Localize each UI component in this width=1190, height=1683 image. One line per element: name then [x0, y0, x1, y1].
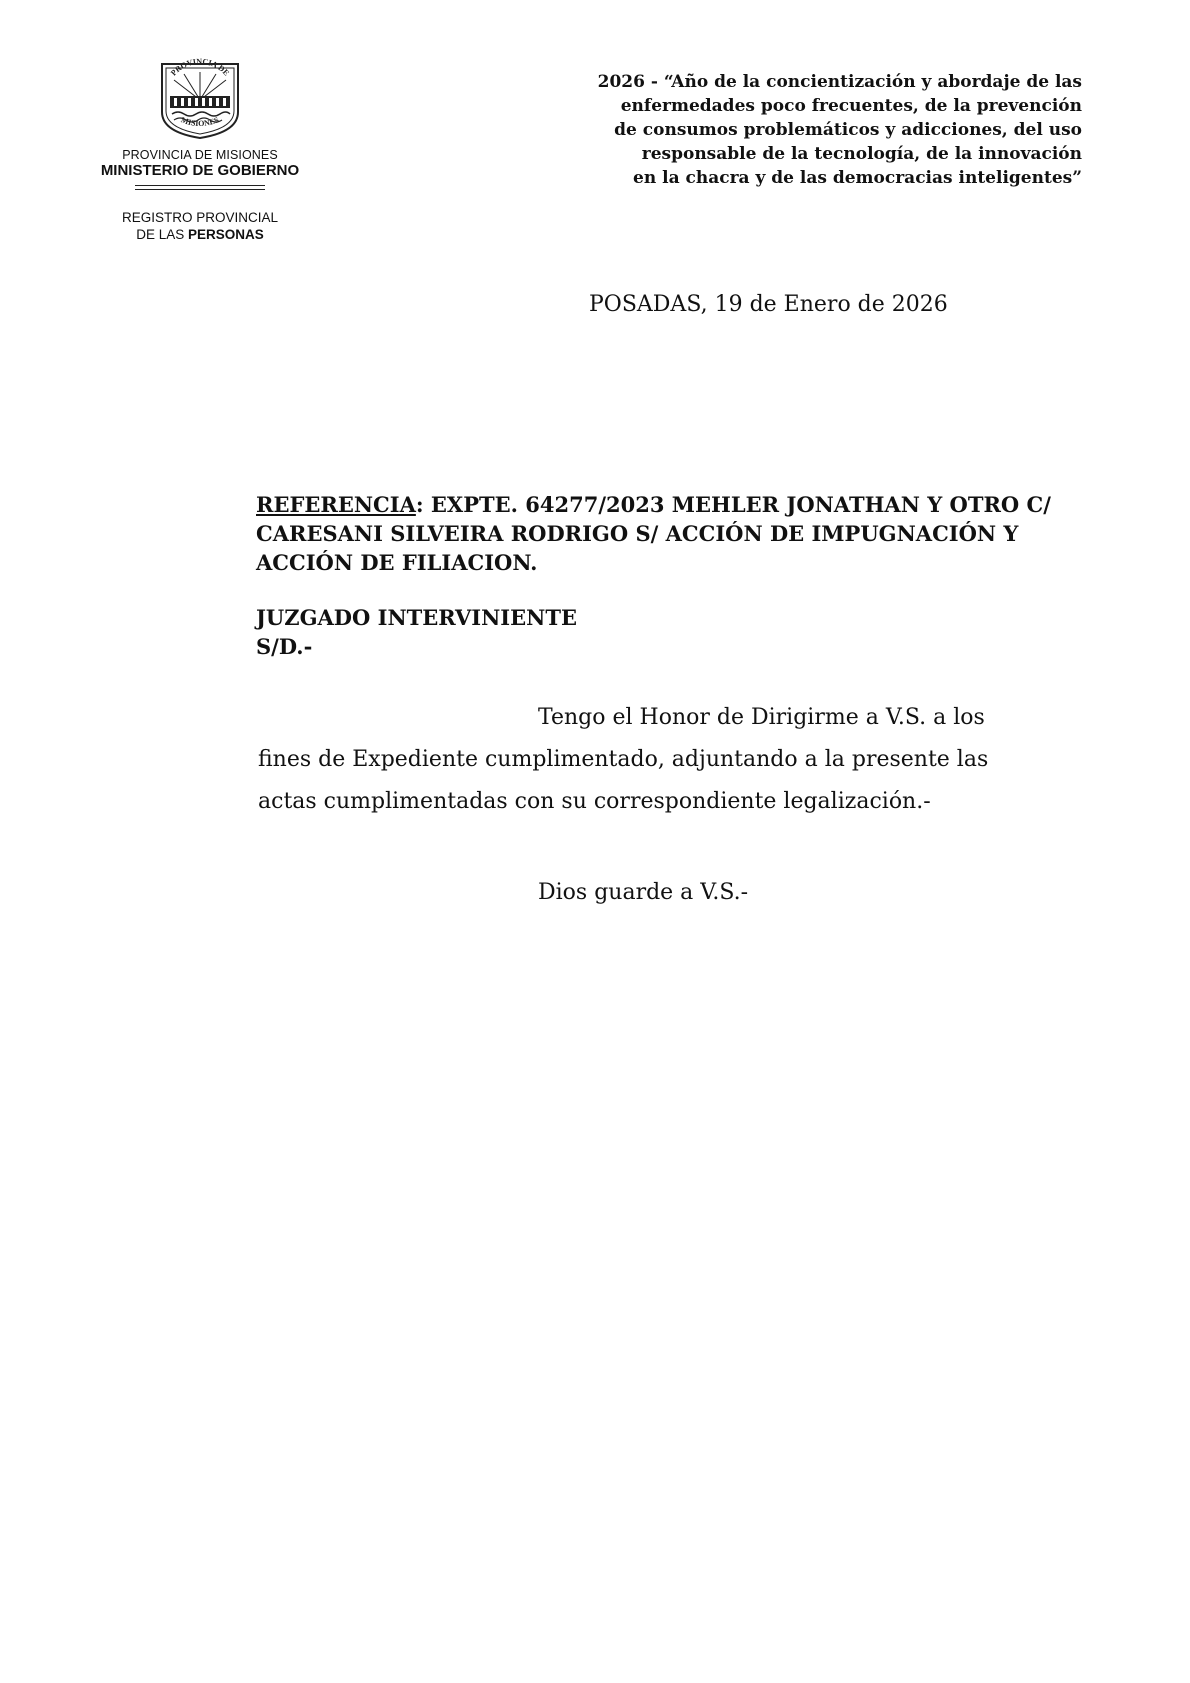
letterhead-divider-thin — [135, 189, 265, 190]
place-and-date: POSADAS, 19 de Enero de 2026 — [589, 292, 948, 317]
reference-label: REFERENCIA — [256, 492, 416, 517]
year-motto — [482, 70, 1082, 190]
reference-line-1 — [256, 490, 1136, 519]
body-line-2: fines de Expediente cumplimentado, adjuntando a la presente las — [258, 747, 989, 772]
year-motto-line: 2026 - “Año de la concientización y abordaje de las — [597, 72, 1082, 92]
body-paragraph — [258, 697, 1058, 823]
reference-line-2: CARESANI SILVEIRA RODRIGO S/ ACCIÓN DE IMPUGNACIÓN Y — [256, 521, 1019, 546]
addressee-line-1: JUZGADO INTERVINIENTE — [256, 605, 577, 630]
addressee-block — [256, 603, 577, 661]
letterhead-divider — [135, 185, 265, 186]
reference-line-1-rest: : EXPTE. 64277/2023 MEHLER JONATHAN Y OTRO C/ — [415, 492, 1051, 517]
body-line-3: actas cumplimentadas con su correspondiente legalización.- — [258, 789, 931, 814]
year-motto-line: de consumos problemáticos y adicciones, del uso — [614, 120, 1082, 140]
registry-line-2-bold: PERSONAS — [188, 227, 264, 242]
registry-line-2 — [60, 226, 340, 244]
closing-salutation: Dios guarde a V.S.- — [538, 880, 749, 905]
reference-line-3: ACCIÓN DE FILIACION. — [256, 550, 538, 575]
svg-text:PROVINCIA DE: PROVINCIA DE — [168, 56, 231, 78]
letterhead — [60, 54, 340, 244]
year-motto-line: enfermedades poco frecuentes, de la prevención — [620, 96, 1082, 116]
ministry-name: MINISTERIO DE GOBIERNO — [100, 162, 300, 179]
registry-line-1: REGISTRO PROVINCIAL — [121, 210, 279, 225]
addressee-line-2: S/D.- — [256, 634, 313, 659]
provincial-seal-icon — [154, 54, 246, 140]
reference-block — [256, 490, 1136, 577]
svg-text:MISIONES: MISIONES — [179, 115, 221, 129]
year-motto-line: en la chacra y de las democracias inteligentes” — [633, 168, 1082, 188]
body-line-1: Tengo el Honor de Dirigirme a V.S. a los — [538, 705, 985, 730]
registry-line-2-prefix: DE LAS — [136, 227, 188, 242]
year-motto-line: responsable de la tecnología, de la innovación — [641, 144, 1082, 164]
province-name: PROVINCIA DE MISIONES — [122, 148, 278, 162]
